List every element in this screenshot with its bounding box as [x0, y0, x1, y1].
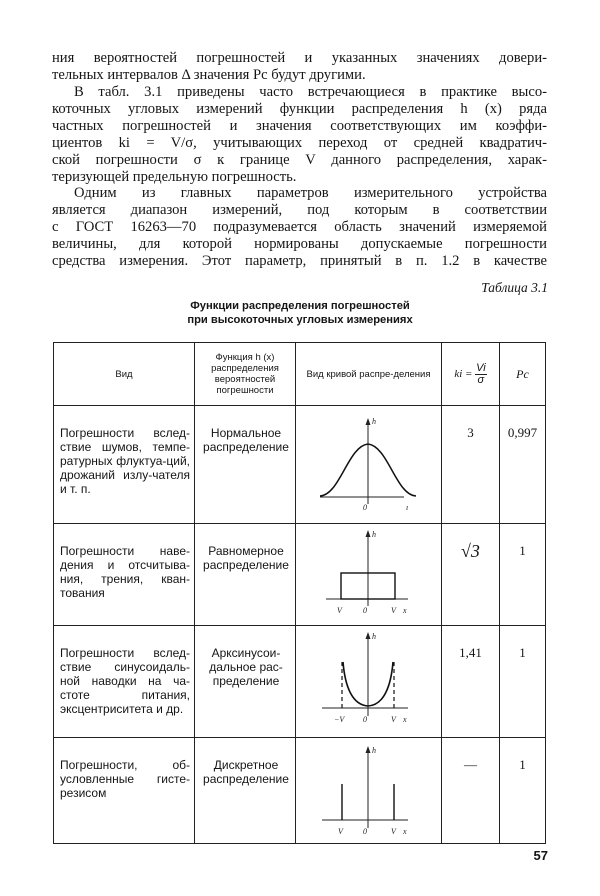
row-ki	[442, 524, 500, 626]
sqrt3-value: √3	[461, 541, 480, 561]
arcsine-curve-graph	[296, 626, 442, 736]
table-title-line-2: при высокоточных угловых измерениях	[187, 314, 413, 326]
text-line: является диапазон измерений, под которым в соответствии	[52, 202, 547, 218]
row-pc: 1	[500, 524, 546, 626]
header-ki-denominator: σ	[477, 373, 485, 386]
header-ki-lhs: ki =	[454, 367, 473, 380]
x-label: x	[403, 827, 407, 836]
table-header-row	[54, 343, 546, 406]
row-kind: Погрешности вслед-ствие синусоидаль-ной наводки на ча-стоте питания, эксцентриситета и др.	[54, 626, 195, 738]
text-line: с ГОСТ 16263—70 подразумевается область значений измеряемой	[52, 219, 547, 235]
zero-label: 0	[363, 606, 367, 615]
row-curve	[296, 626, 442, 738]
header-ki-fraction	[475, 363, 487, 386]
table-title-line-1: Функции распределения погрешностей	[190, 300, 410, 312]
row-curve	[296, 738, 442, 844]
text-line: величины, для которой нормированы допускаемые погрешности	[52, 236, 547, 252]
v-left-label: V	[337, 606, 342, 615]
header-curve: Вид кривой распре-деления	[296, 343, 442, 406]
text-line: ния вероятностей погрешностей и указанных значениях довери-	[52, 50, 547, 66]
text-line: тельных интервалов Δ значения Pс будут другими.	[52, 67, 366, 83]
text-line: коточных угловых измерений функции распределения h (x) ряда	[52, 101, 547, 117]
distribution-table	[53, 342, 546, 844]
zero-label: 0	[363, 503, 367, 512]
header-pc: Pс	[500, 343, 546, 406]
row-pc: 0,997	[500, 406, 546, 524]
y-axis-arrow	[366, 632, 371, 639]
row-function: Арксинусои-дальное рас-пределение	[195, 626, 296, 738]
y-axis-arrow	[366, 530, 371, 537]
h-label: h	[372, 417, 376, 426]
y-axis-arrow	[366, 746, 371, 753]
text-line: В табл. 3.1 приведены часто встречающиеся в практике высо-	[74, 84, 547, 100]
header-function: Функция h (x) распределения вероятностей погрешности	[195, 343, 296, 406]
row-function: Равномерное распределение	[195, 524, 296, 626]
paragraph-1	[52, 50, 547, 84]
table-title	[0, 299, 600, 327]
row-ki: 3	[442, 406, 500, 524]
row-pc: 1	[500, 738, 546, 844]
table-row	[54, 626, 546, 738]
header-kind: Вид	[54, 343, 195, 406]
tick-label: ı	[406, 503, 409, 512]
header-ki	[442, 343, 500, 406]
zero-label: 0	[363, 715, 367, 724]
row-ki: —	[442, 738, 500, 844]
v-right-label: V	[391, 827, 396, 836]
text-line: циентов ki = V/σ, учитывающих переход от средней квадратич-	[52, 135, 547, 151]
header-ki-numerator: Vi	[476, 361, 486, 374]
paragraph-2	[52, 84, 547, 186]
h-label: h	[372, 530, 376, 539]
table-caption: Таблица 3.1	[481, 280, 548, 295]
text-line: частных погрешностей и значения соответствующих им коэффи-	[52, 118, 547, 134]
row-kind: Погрешности вслед-ствие шумов, темпе-ратурных флуктуа-ций, дрожаний излу-чателя и т. п.	[54, 406, 195, 524]
row-ki: 1,41	[442, 626, 500, 738]
text-line: теризующей предельную погрешность.	[52, 169, 297, 185]
text-line: ской погрешности σ к границе V данного распределения, харак-	[52, 152, 547, 168]
table-row	[54, 738, 546, 844]
row-curve	[296, 406, 442, 524]
row-pc: 1	[500, 626, 546, 738]
page-number: 57	[533, 848, 548, 863]
row-kind: Погрешности, об-условленные гисте-резисом	[54, 738, 195, 844]
paragraph-3	[52, 185, 547, 270]
normal-curve-graph	[296, 406, 442, 522]
uniform-curve-graph	[296, 524, 442, 624]
row-curve	[296, 524, 442, 626]
h-label: h	[372, 632, 376, 641]
table-row	[54, 406, 546, 524]
discrete-curve-graph	[296, 738, 442, 842]
y-axis-arrow	[366, 418, 371, 425]
text-line: Одним из главных параметров измерительного устройства	[74, 185, 547, 201]
text-line: средства измерения. Этот параметр, принятый в п. 1.2 в качестве	[52, 253, 547, 269]
x-label: x	[403, 606, 407, 615]
x-label: x	[403, 715, 407, 724]
row-kind: Погрешности наве-дения и отсчитыва-ния, трения, кван-тования	[54, 524, 195, 626]
v-right-label: V	[391, 715, 396, 724]
h-label: h	[372, 746, 376, 755]
table-row	[54, 524, 546, 626]
zero-label: 0	[363, 827, 367, 836]
row-function: Дискретное распределение	[195, 738, 296, 844]
v-right-label: V	[391, 606, 396, 615]
row-function: Нормальное распределение	[195, 406, 296, 524]
minus-v-label: −V	[334, 715, 345, 724]
v-left-label: V	[338, 827, 343, 836]
